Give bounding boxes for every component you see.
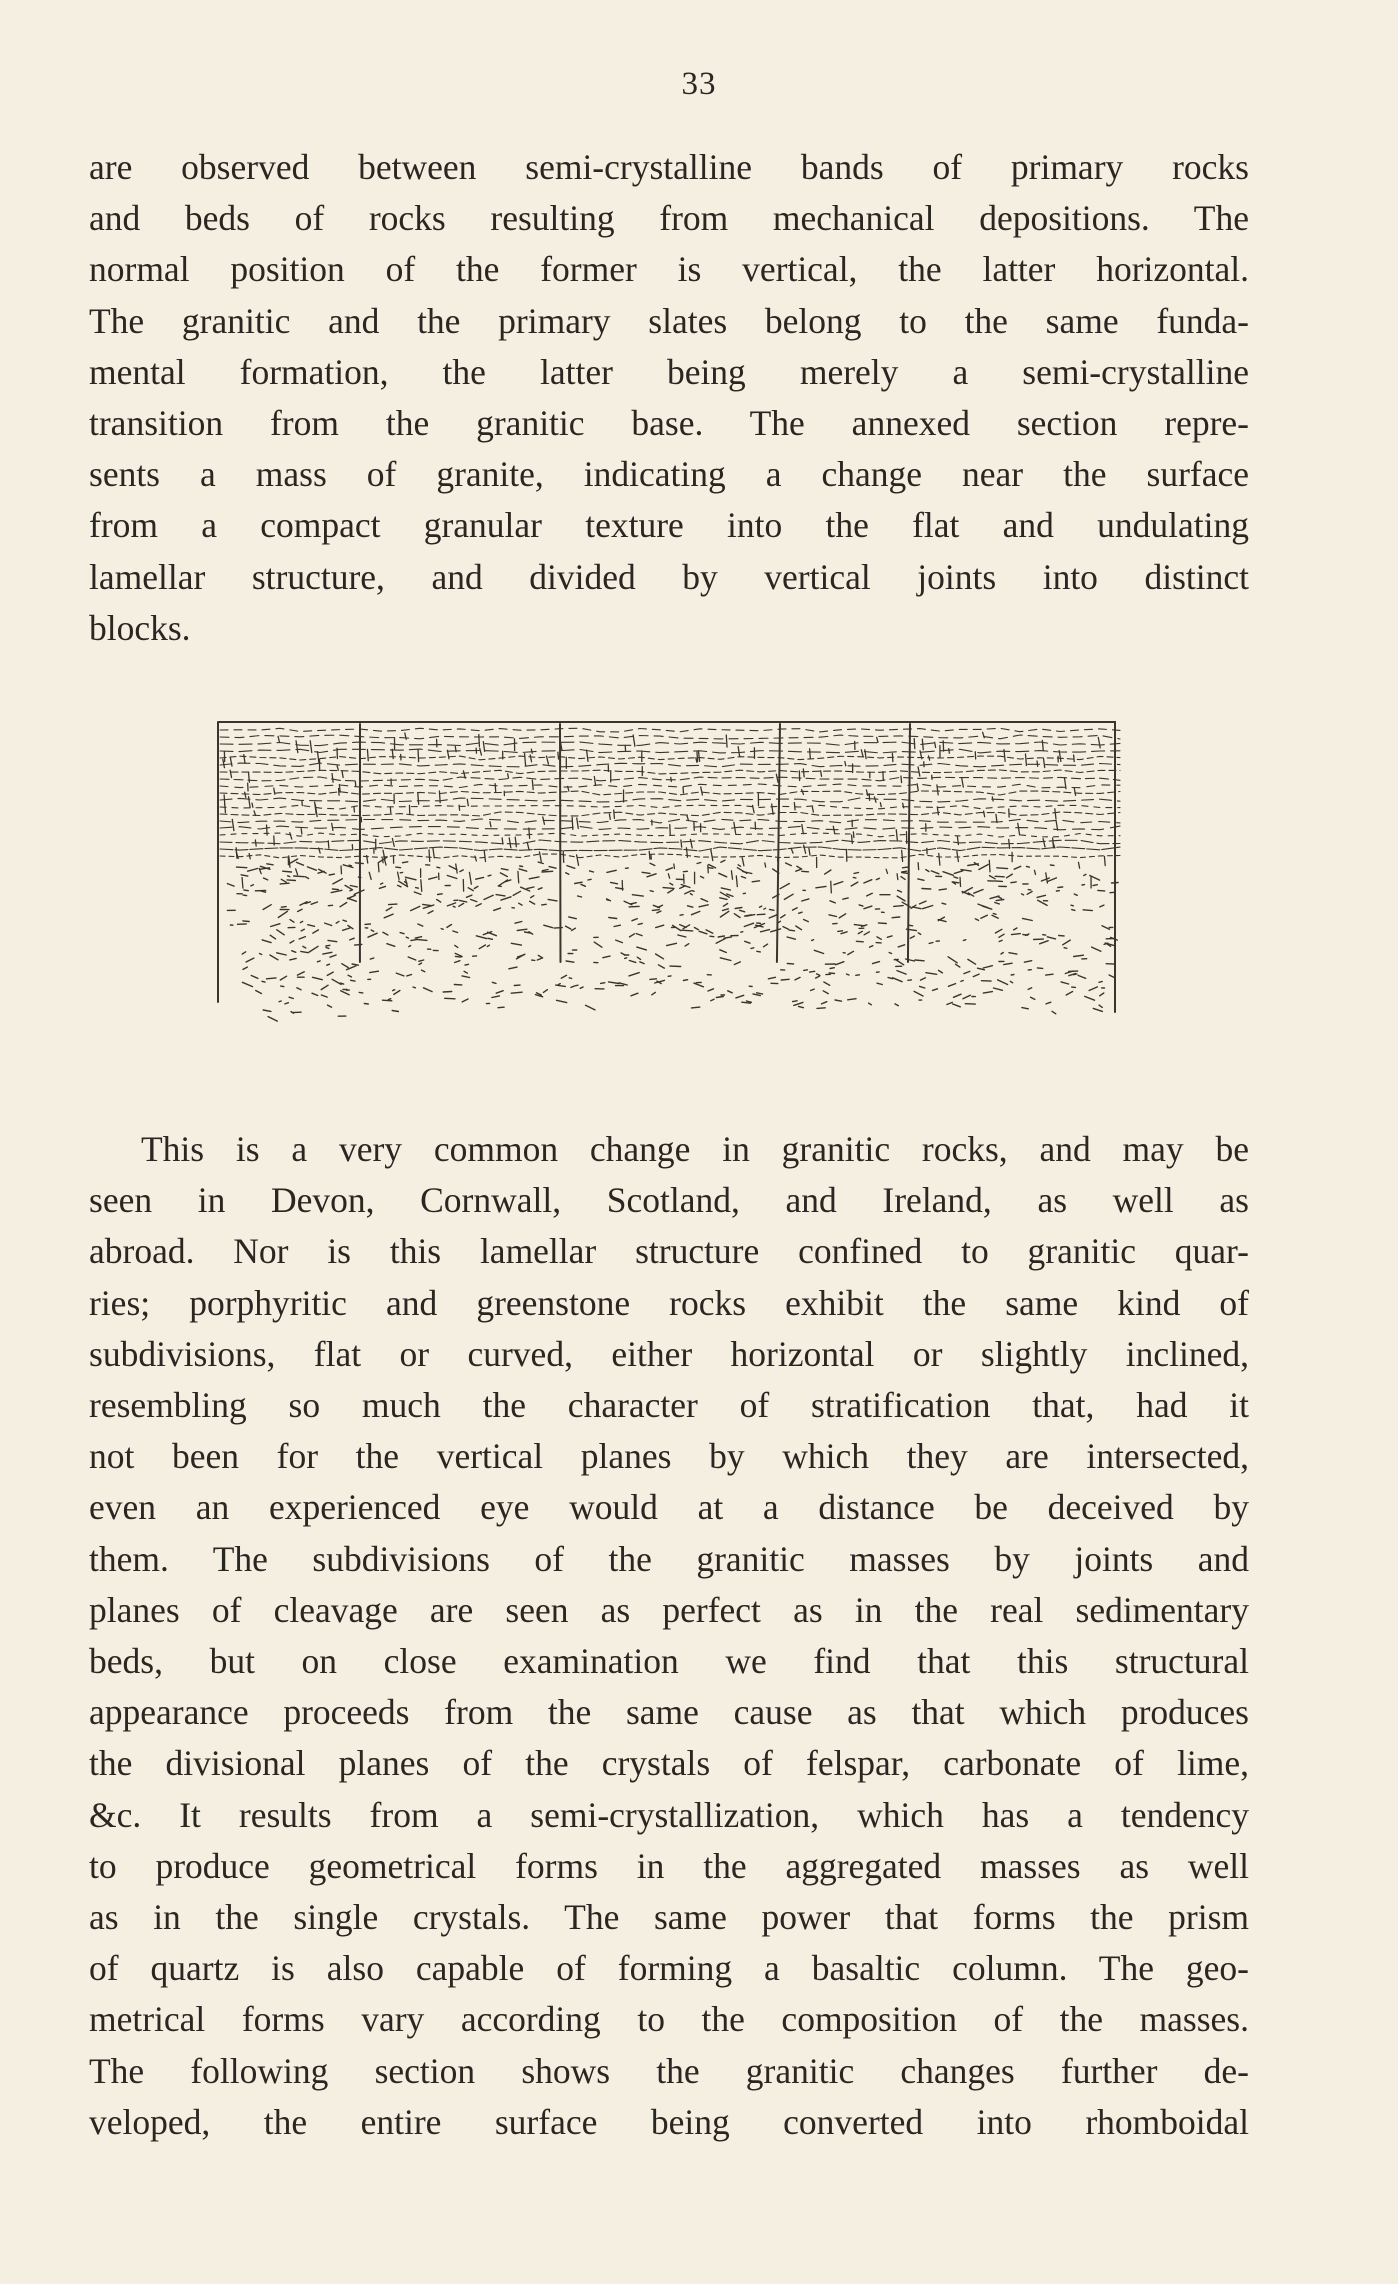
text-line: &c. It results from a semi-crystallization, which has a tendency (89, 1794, 1249, 1835)
text-line: the divisional planes of the crystals of felspar, carbonate of lime, (89, 1743, 1249, 1784)
text-line: appearance proceeds from the same cause as that which produces (89, 1692, 1249, 1733)
paragraph-1 (89, 142, 1249, 654)
text-line: abroad. Nor is this lamellar structure confined to granitic quar- (89, 1231, 1249, 1272)
text-line: them. The subdivisions of the granitic masses by joints and (89, 1538, 1249, 1579)
text-line: even an experienced eye would at a distance be deceived by (89, 1487, 1249, 1528)
granite-section-engraving-icon (210, 712, 1130, 1072)
text-line: from a compact granular texture into the flat and undulating (89, 505, 1249, 546)
text-line: normal position of the former is vertical, the latter horizontal. (89, 249, 1249, 290)
text-line: ries; porphyritic and greenstone rocks exhibit the same kind of (89, 1282, 1249, 1323)
paragraph-2 (89, 1124, 1249, 2148)
text-line: as in the single crystals. The same power that forms the prism (89, 1897, 1249, 1938)
text-line: sents a mass of granite, indicating a change near the surface (89, 454, 1249, 495)
text-line: of quartz is also capable of forming a basaltic column. The geo- (89, 1948, 1249, 1989)
text-line: blocks. (89, 607, 191, 648)
text-line: and beds of rocks resulting from mechanical depositions. The (89, 198, 1249, 239)
text-line: not been for the vertical planes by which they are intersected, (89, 1436, 1249, 1477)
granite-section-figure (210, 712, 1130, 1072)
text-line: The granitic and the primary slates belong to the same funda- (89, 300, 1249, 341)
text-line: lamellar structure, and divided by vertical joints into distinct (89, 556, 1249, 597)
text-line: resembling so much the character of stratification that, had it (89, 1385, 1249, 1426)
text-line: planes of cleavage are seen as perfect as in the real sedimentary (89, 1589, 1249, 1630)
text-line: to produce geometrical forms in the aggregated masses as well (89, 1845, 1249, 1886)
text-line: transition from the granitic base. The annexed section repre- (89, 403, 1249, 444)
text-line: veloped, the entire surface being converted into rhomboidal (89, 2101, 1249, 2142)
page-number: 33 (681, 66, 717, 102)
text-line: This is a very common change in granitic rocks, and may be (141, 1129, 1249, 1169)
text-line: mental formation, the latter being merely a semi-crystalline (89, 351, 1249, 392)
text-line: seen in Devon, Cornwall, Scotland, and Ireland, as well as (89, 1180, 1249, 1221)
text-line: subdivisions, flat or curved, either horizontal or slightly inclined, (89, 1333, 1249, 1374)
text-line: The following section shows the granitic changes further de- (89, 2050, 1249, 2091)
text-line: beds, but on close examination we find that this structural (89, 1641, 1249, 1682)
text-line: are observed between semi-crystalline bands of primary rocks (89, 147, 1249, 187)
text-line: metrical forms vary according to the composition of the masses. (89, 1999, 1249, 2040)
